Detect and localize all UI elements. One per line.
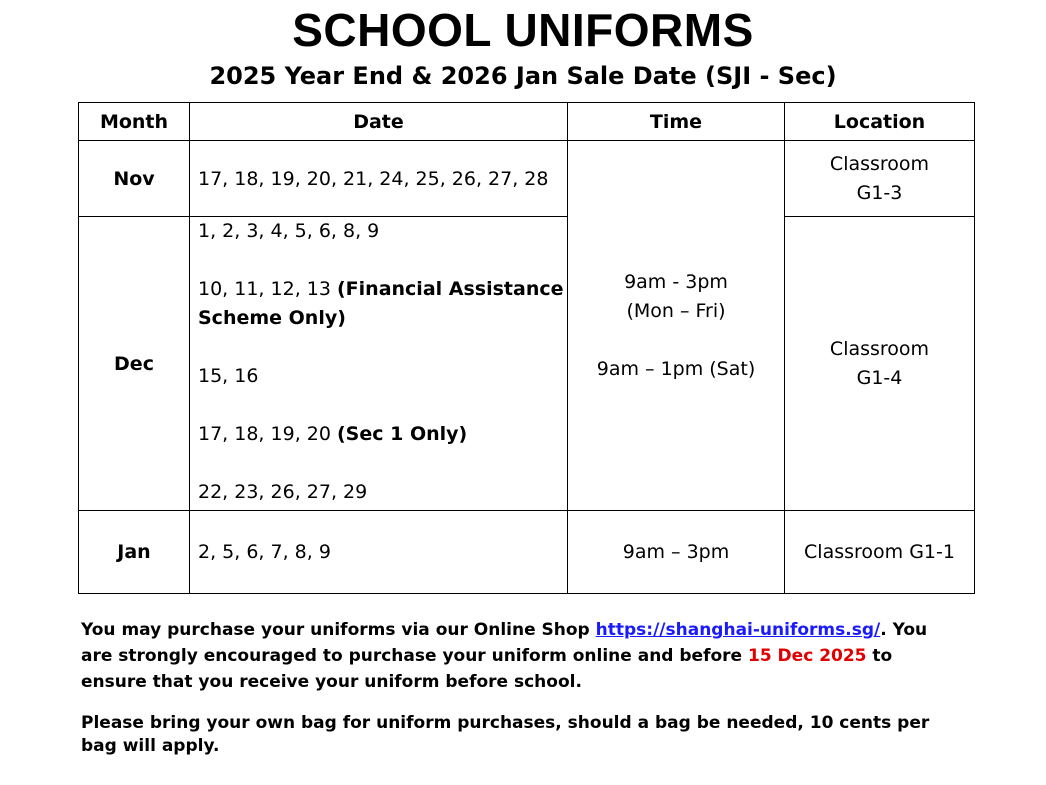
dec-dates-2-note: (Financial Assistance [337, 278, 564, 300]
month-cell-dec: Dec [79, 217, 190, 511]
deadline-date: 15 Dec 2025 [747, 646, 867, 666]
dec-dates-4-note: (Sec 1 Only) [337, 423, 468, 445]
location-cell-jan: Classroom G1-1 [785, 511, 975, 594]
time-weekday-hours: 9am - 3pm [624, 270, 728, 293]
dec-dates-4: 17, 18, 19, 20 [198, 423, 331, 445]
location-dec-line1: Classroom [829, 337, 930, 360]
dec-dates-2: 10, 11, 12, 13 [198, 278, 331, 300]
time-weekday-days: (Mon – Fri) [626, 299, 726, 322]
time-saturday: 9am – 1pm (Sat) [596, 357, 756, 380]
table-row-nov [79, 141, 975, 217]
note1-text-c: to ensure that you receive your uniform before school. [81, 646, 893, 692]
schedule-table [78, 102, 975, 594]
month-cell-nov: Nov [79, 141, 190, 217]
note1-text-a: You may purchase your uniforms via our Online Shop [81, 620, 596, 640]
dec-dates-3: 15, 16 [198, 365, 259, 387]
location-cell-nov [785, 141, 975, 217]
page-subtitle: 2025 Year End & 2026 Jan Sale Date (SJI - Sec) [209, 62, 837, 90]
location-dec-line2: G1-4 [856, 366, 903, 389]
table-header-row [79, 103, 975, 141]
bag-note: Please bring your own bag for uniform purchases, should a bag be needed, 10 cents per bag will apply. [81, 713, 930, 756]
online-shop-link[interactable]: https://shanghai-uniforms.sg/ [595, 620, 881, 640]
dec-dates-5: 22, 23, 26, 27, 29 [198, 481, 368, 503]
header-date: Date [190, 103, 568, 141]
page-title: SCHOOL UNIFORMS [292, 4, 754, 56]
time-cell-nov-dec [568, 141, 785, 511]
dec-dates-2-note-cont: Scheme Only) [198, 307, 346, 329]
table-row-jan [79, 511, 975, 594]
month-cell-jan: Jan [79, 511, 190, 594]
note1-text-b: . You are strongly encouraged to purchase your uniform online and before [81, 620, 928, 666]
header-time: Time [568, 103, 785, 141]
date-cell-nov: 17, 18, 19, 20, 21, 24, 25, 26, 27, 28 [190, 141, 568, 217]
date-cell-dec [190, 217, 568, 511]
table-row-dec [79, 217, 975, 511]
header-location: Location [785, 103, 975, 141]
dec-dates-1: 1, 2, 3, 4, 5, 6, 8, 9 [198, 220, 380, 242]
location-nov-line1: Classroom [829, 152, 930, 175]
online-shop-note [81, 617, 961, 695]
location-cell-dec [785, 217, 975, 511]
time-cell-jan: 9am – 3pm [568, 511, 785, 594]
location-nov-line2: G1-3 [856, 181, 903, 204]
header-month: Month [79, 103, 190, 141]
date-cell-jan: 2, 5, 6, 7, 8, 9 [190, 511, 568, 594]
